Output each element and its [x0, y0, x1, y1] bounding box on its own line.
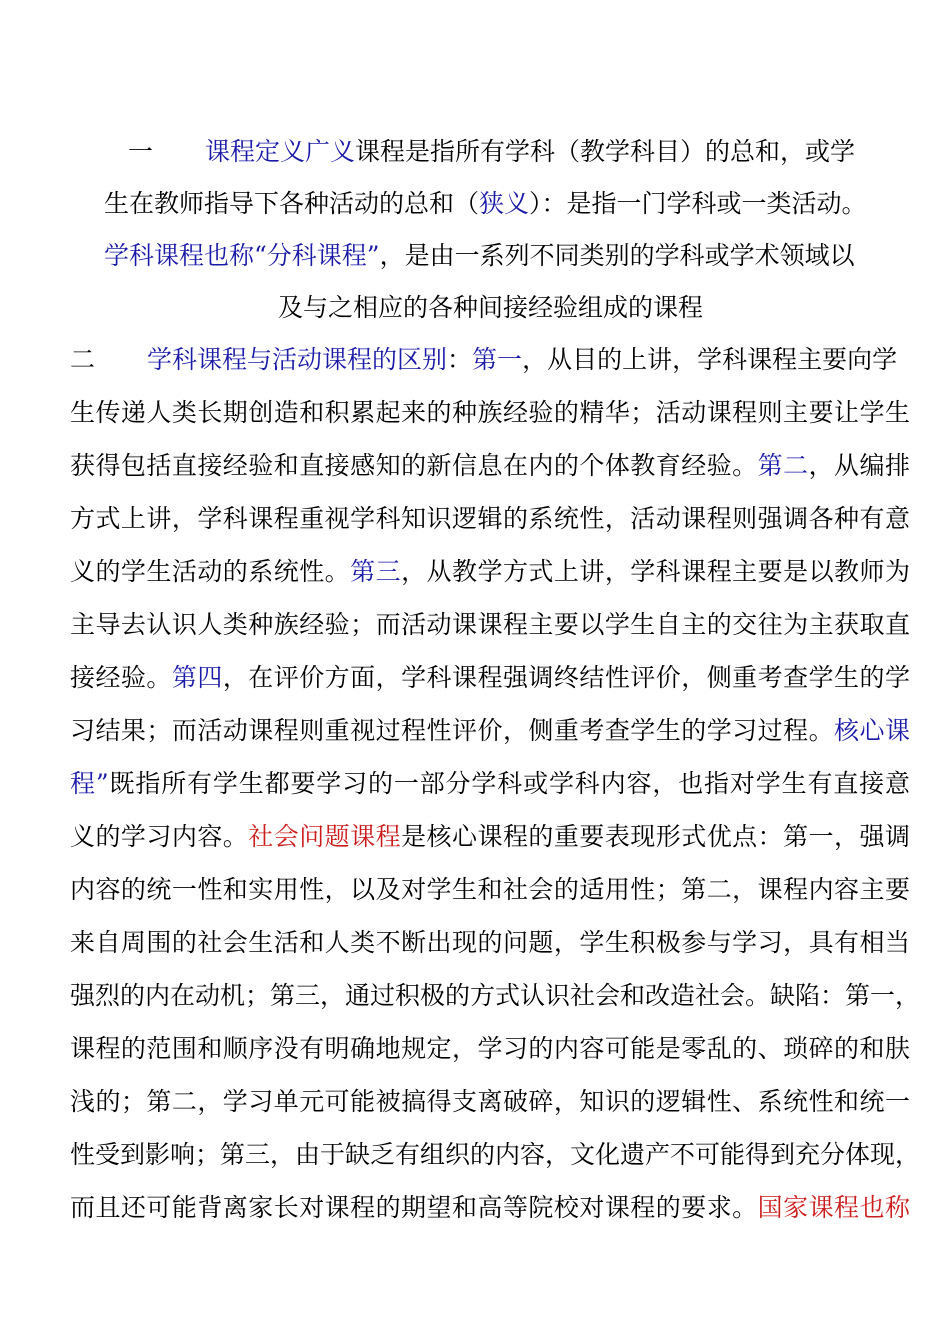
s2-line-6: [70, 610, 910, 640]
s1-text-2a: 生在教师指导下各种活动的总和（: [104, 189, 480, 218]
s2-text-11: 内容的统一性和实用性，以及对学生和社会的适用性；第二，课程内容主要: [70, 875, 910, 904]
s2-text-9: 既指所有学生都要学习的一部分学科或学科内容，也指对学生有直接意: [108, 769, 910, 798]
s2-number: 二: [70, 345, 96, 374]
s2-line-11: [70, 875, 910, 905]
s2-text-4: 方式上讲，学科课程重视学科知识逻辑的系统性，活动课程则强调各种有意: [70, 504, 910, 533]
s2-text-14: 课程的范围和顺序没有明确地规定，学习的内容可能是零乱的、琐碎的和肤: [70, 1034, 910, 1063]
s2-line-16: [70, 1140, 921, 1170]
s2-text-5: 义的学生活动的系统性。: [70, 557, 351, 586]
s2-text-17: 而且还可能背离家长对课程的期望和高等院校对课程的要求。: [70, 1193, 758, 1222]
s1-number: 一: [128, 137, 154, 166]
s1-line-2: [104, 189, 867, 219]
s2-text-13: 强烈的内在动机；第三，通过积极的方式认识社会和改造社会。缺陷：第一，: [70, 981, 921, 1010]
s1-narrow-label: 狭义: [479, 189, 530, 218]
s2-national-course-label: 国家课程也称: [757, 1193, 910, 1222]
s2-text-2: 生传递人类长期创造和积累起来的种族经验的精华；活动课程则主要让学生: [70, 398, 910, 427]
s2-text-10b: 是核心课程的重要表现形式优点：第一，强调: [401, 822, 910, 851]
s1-text-1: 课程是指所有学科（教学科目）的总和，或学: [355, 137, 856, 166]
s1-line-3: [104, 241, 855, 271]
s2-line-5: [70, 557, 910, 587]
s1-line-1: [128, 137, 855, 167]
s2-line-14: [70, 1034, 910, 1064]
s2-third: 第三: [350, 557, 402, 586]
s2-line-15: [70, 1087, 910, 1117]
s2-line-10: [70, 822, 910, 852]
s2-text-3: 获得包括直接经验和直接感知的新信息在内的个体教育经验。: [70, 451, 758, 480]
s2-text-1: ，从目的上讲，学科课程主要向学: [522, 345, 898, 374]
s2-text-7: 接经验。: [70, 663, 172, 692]
s2-text-10: 义的学习内容。: [70, 822, 249, 851]
s2-text-12: 来自周围的社会生活和人类不断出现的问题，学生积极参与学习，具有相当: [70, 928, 910, 957]
s2-line-1: [70, 345, 910, 375]
s2-line-8: [70, 716, 910, 746]
s2-line-4: [70, 504, 910, 534]
s1-text-2c: ）：是指一门学科或一类活动。: [529, 189, 867, 218]
s2-text-15: 浅的；第二，学习单元可能被搞得支离破碎，知识的逻辑性、系统性和统一: [70, 1087, 910, 1116]
s2-label: 学科课程与活动课程的区别: [147, 345, 448, 374]
s2-text-5b: ，从教学方式上讲，学科课程主要是以教师为: [401, 557, 910, 586]
s1-subject-course-label: 学科课程也称“分科课程”: [104, 241, 380, 270]
s2-line-12: [70, 928, 910, 958]
s2-text-3b: ，从编排: [808, 451, 910, 480]
s2-text-16: 性受到影响；第三，由于缺乏有组织的内容，文化遗产不可能得到充分体现，: [70, 1140, 921, 1169]
s1-text-3b: ，是由一系列不同类别的学科或学术领域以: [379, 241, 855, 270]
s2-line-2: [70, 398, 910, 428]
s1-label: 课程定义广义: [205, 137, 356, 166]
s2-line-17: [70, 1193, 910, 1223]
s2-social-issue-label: 社会问题课程: [248, 822, 402, 851]
s2-line-9: [70, 769, 910, 799]
s2-core-course-label-2: 程”: [70, 769, 109, 798]
s2-text-8: 习结果；而活动课程则重视过程性评价，侧重考查学生的学习过程。: [70, 716, 835, 745]
s2-second: 第二: [757, 451, 809, 480]
s2-core-course-label-1: 核心课: [834, 716, 910, 745]
s2-text-6: 主导去认识人类种族经验；而活动课课程主要以学生自主的交往为主获取直: [70, 610, 910, 639]
s2-first: 第一: [472, 345, 523, 374]
s1-text-4: 及与之相应的各种间接经验组成的课程: [278, 293, 704, 322]
s2-fourth: 第四: [171, 663, 223, 692]
s2-colon: ：: [447, 345, 473, 374]
s2-line-3: [70, 451, 910, 481]
s2-text-7b: ，在评价方面，学科课程强调终结性评价，侧重考查学生的学: [222, 663, 910, 692]
s2-line-7: [70, 663, 910, 693]
s2-line-13: [70, 981, 921, 1011]
s1-line-4: [278, 293, 703, 323]
